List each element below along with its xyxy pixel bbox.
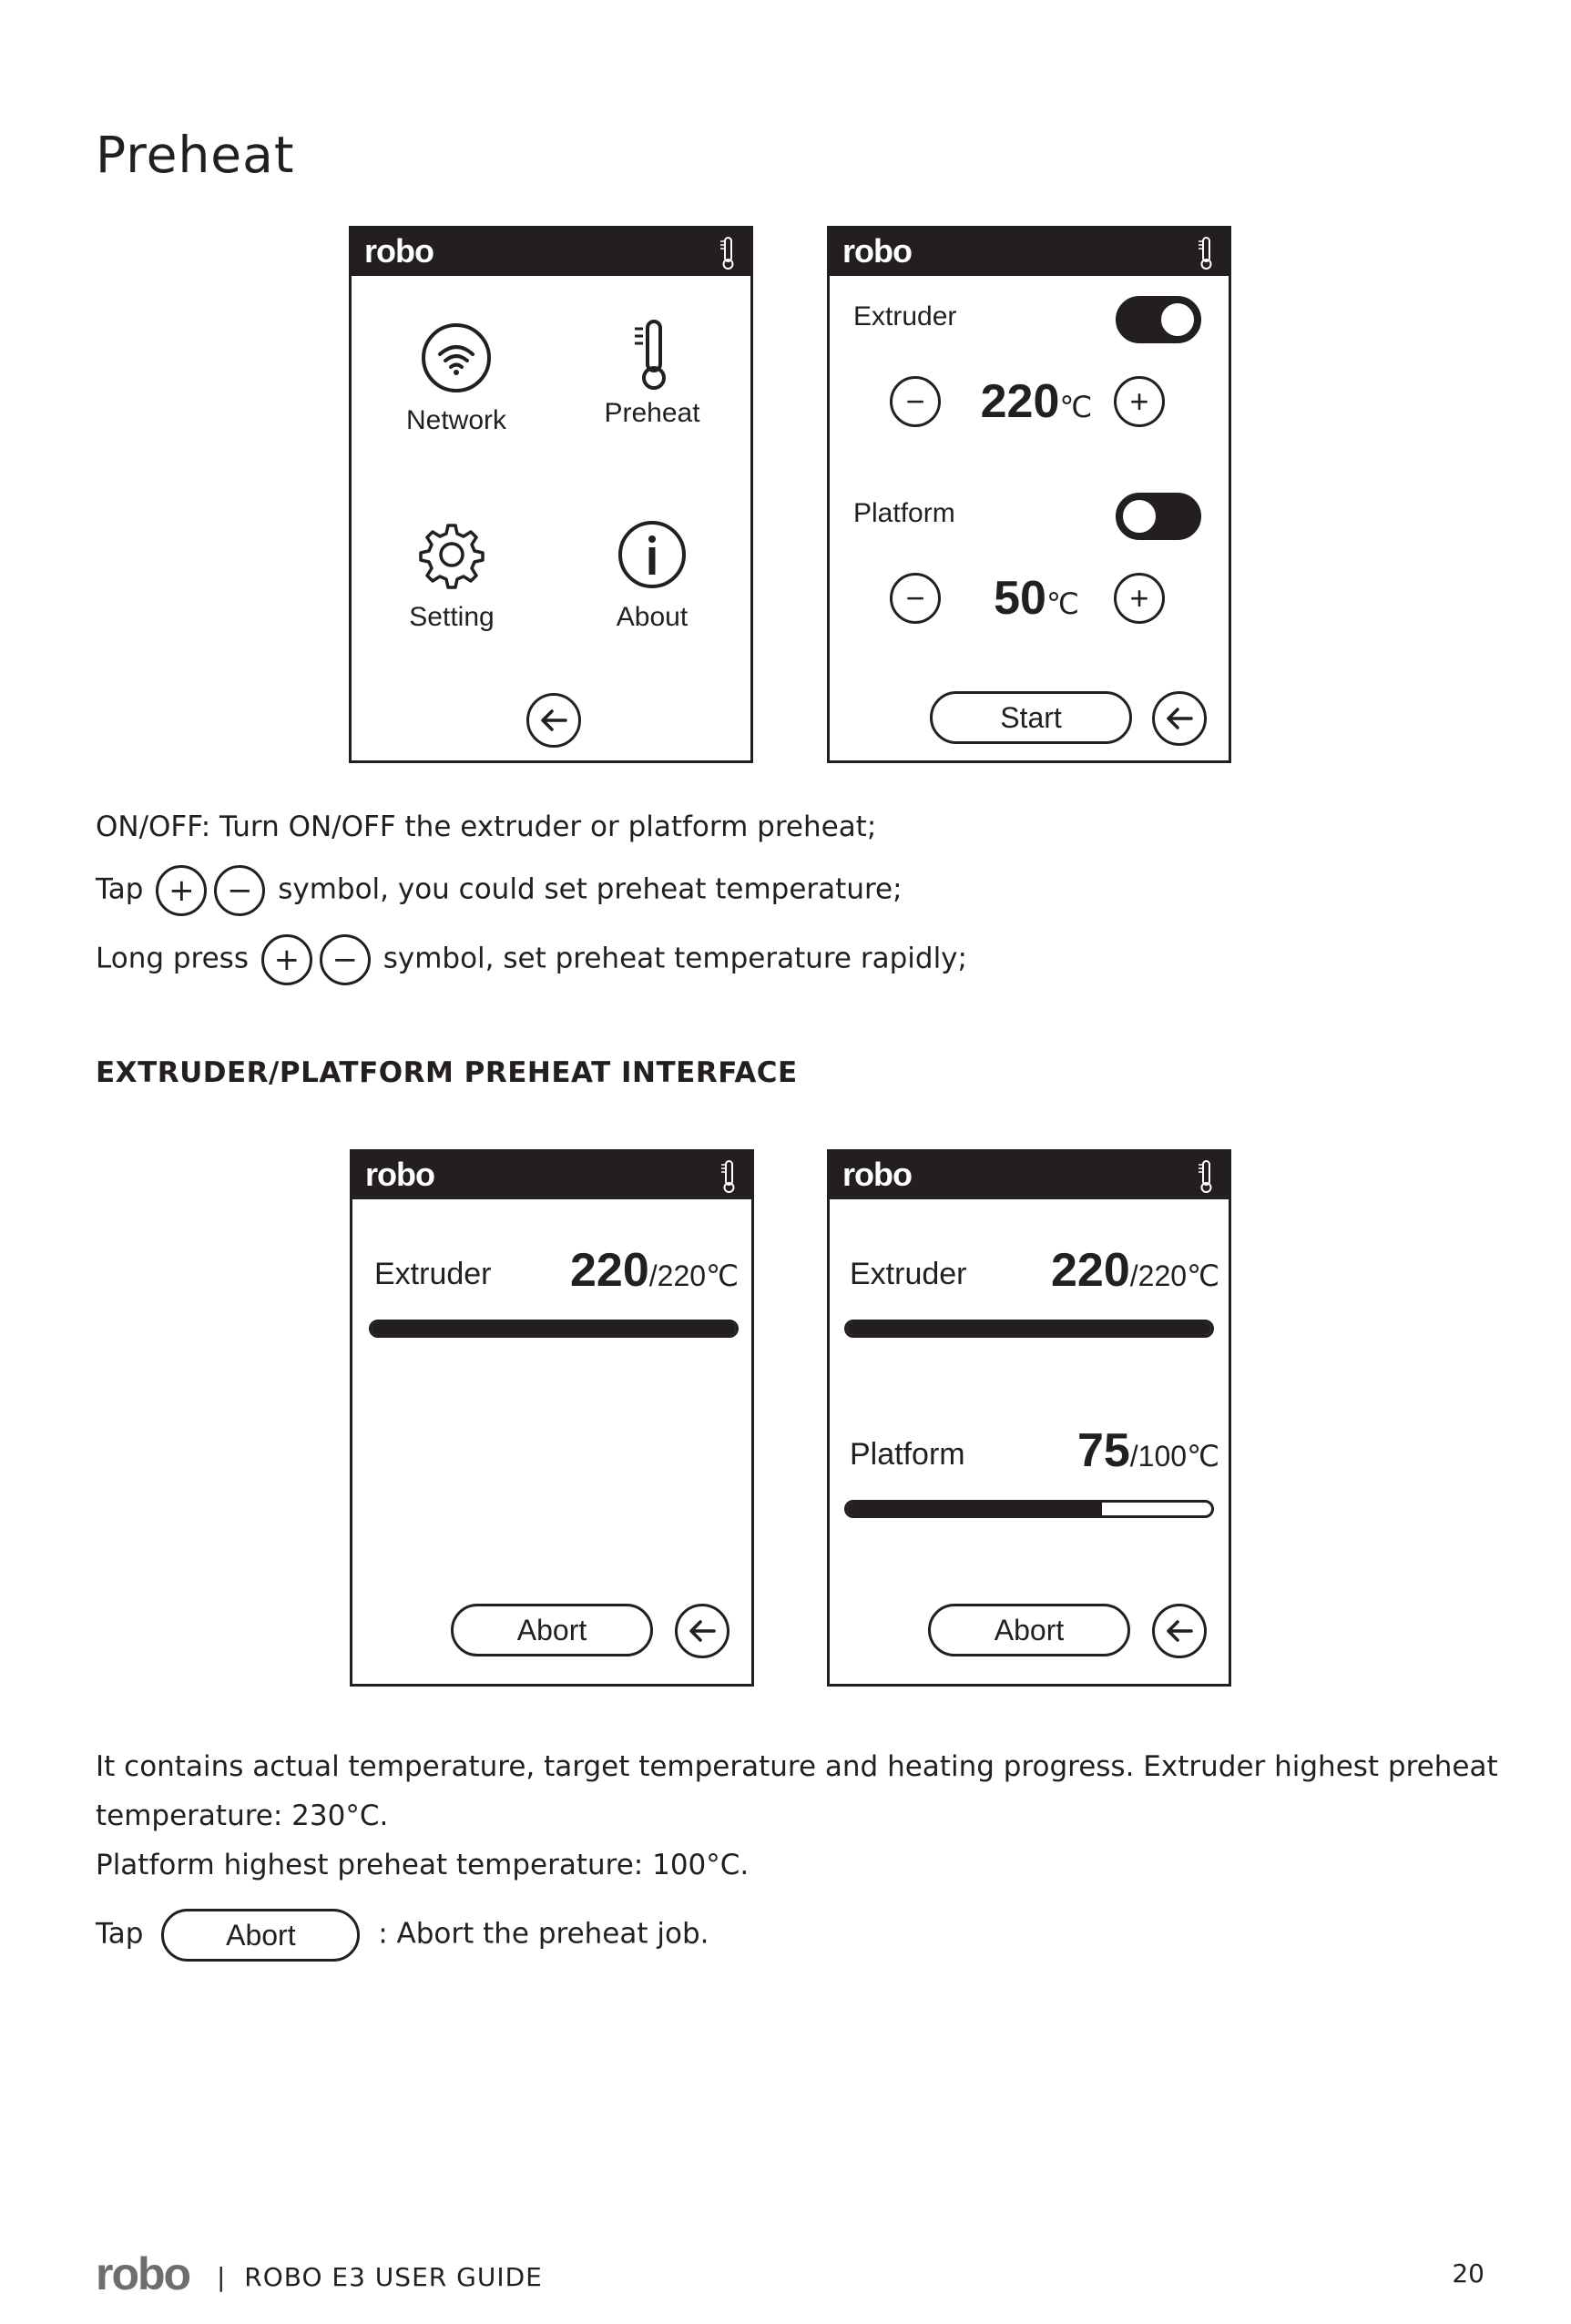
abort-button-illustration: Abort [161, 1909, 360, 1962]
minus-symbol: − [214, 865, 265, 916]
menu-item-setting[interactable] [370, 518, 534, 633]
section-subheading: EXTRUDER/PLATFORM PREHEAT INTERFACE [96, 1056, 798, 1089]
gear-icon [415, 518, 488, 591]
abort-button[interactable]: Abort [451, 1604, 653, 1656]
notes-line-2: temperature: 230°C. [96, 1799, 389, 1832]
menu-item-about[interactable] [570, 518, 734, 633]
page-number: 20 [1452, 2258, 1484, 2288]
plus-symbol: + [261, 934, 312, 985]
platform-temperature: 50℃ [994, 572, 1079, 625]
extruder-progress-screen [350, 1149, 754, 1687]
platform-reading: 75/100℃ [1076, 1424, 1219, 1477]
menu-item-preheat[interactable] [570, 318, 734, 429]
back-arrow-icon [687, 1617, 718, 1645]
menu-label-network: Network [405, 405, 507, 435]
platform-progress-bar [844, 1500, 1214, 1518]
plus-symbol: + [156, 865, 207, 916]
onoff-instruction: ON/OFF: Turn ON/OFF the extruder or platform preheat; [96, 810, 877, 843]
back-arrow-icon [538, 707, 569, 734]
menu-label-preheat: Preheat [604, 398, 700, 428]
footer-robo-logo: robo [96, 2248, 190, 2299]
platform-label: Platform [850, 1437, 965, 1472]
platform-toggle[interactable] [1116, 493, 1201, 540]
thermometer-icon [719, 1159, 739, 1194]
platform-plus-button[interactable]: + [1114, 573, 1165, 624]
top-bar [830, 229, 1229, 276]
platform-label: Platform [853, 498, 955, 528]
extruder-plus-button[interactable]: + [1114, 376, 1165, 427]
preheat-setting-screen [827, 226, 1231, 763]
robo-logo: robo [842, 232, 912, 270]
back-button[interactable] [1152, 1604, 1207, 1658]
thermometer-icon [1196, 236, 1216, 270]
extruder-label: Extruder [374, 1257, 492, 1291]
wifi-icon [420, 321, 493, 394]
notes-line-3: Platform highest preheat temperature: 100°C. [96, 1849, 750, 1881]
extruder-temperature: 220℃ [980, 375, 1093, 428]
extruder-minus-button[interactable]: − [890, 376, 941, 427]
menu-label-about: About [616, 602, 689, 632]
tap-instruction: Tap + − symbol, you could set preheat temperature; [96, 865, 903, 916]
top-bar [352, 229, 750, 276]
thermometer-icon [629, 318, 675, 392]
footer-guide-title: | ROBO E3 USER GUIDE [217, 2262, 543, 2292]
abort-button[interactable]: Abort [928, 1604, 1130, 1656]
extruder-platform-progress-screen [827, 1149, 1231, 1687]
top-bar [352, 1152, 751, 1199]
robo-logo: robo [364, 232, 434, 270]
back-button[interactable] [1152, 691, 1207, 746]
robo-logo: robo [842, 1156, 912, 1193]
minus-symbol: − [320, 934, 371, 985]
back-button[interactable] [526, 693, 581, 748]
start-button[interactable]: Start [930, 691, 1132, 744]
back-arrow-icon [1164, 705, 1195, 732]
menu-item-network[interactable] [374, 321, 538, 436]
extruder-label: Extruder [850, 1257, 967, 1291]
extruder-progress-bar [844, 1320, 1214, 1338]
back-arrow-icon [1164, 1617, 1195, 1645]
menu-label-setting: Setting [409, 602, 495, 632]
extruder-reading: 220/220℃ [1051, 1244, 1219, 1297]
extruder-label: Extruder [853, 301, 957, 331]
info-icon [616, 518, 689, 591]
thermometer-icon [1196, 1159, 1216, 1194]
page-title: Preheat [96, 126, 295, 184]
notes-line-1: It contains actual temperature, target temperature and heating progress. Extruder highest preheat [96, 1750, 1498, 1783]
extruder-progress-bar [369, 1320, 739, 1338]
extruder-toggle[interactable] [1116, 296, 1201, 343]
robo-logo: robo [365, 1156, 434, 1193]
back-button[interactable] [675, 1604, 729, 1658]
platform-minus-button[interactable]: − [890, 573, 941, 624]
abort-instruction: Tap Abort : Abort the preheat job. [96, 1909, 709, 1962]
menu-screen [349, 226, 753, 763]
extruder-reading: 220/220℃ [570, 1244, 739, 1297]
thermometer-icon [718, 236, 738, 270]
top-bar [830, 1152, 1229, 1199]
long-press-instruction: Long press + − symbol, set preheat temperature rapidly; [96, 934, 967, 985]
